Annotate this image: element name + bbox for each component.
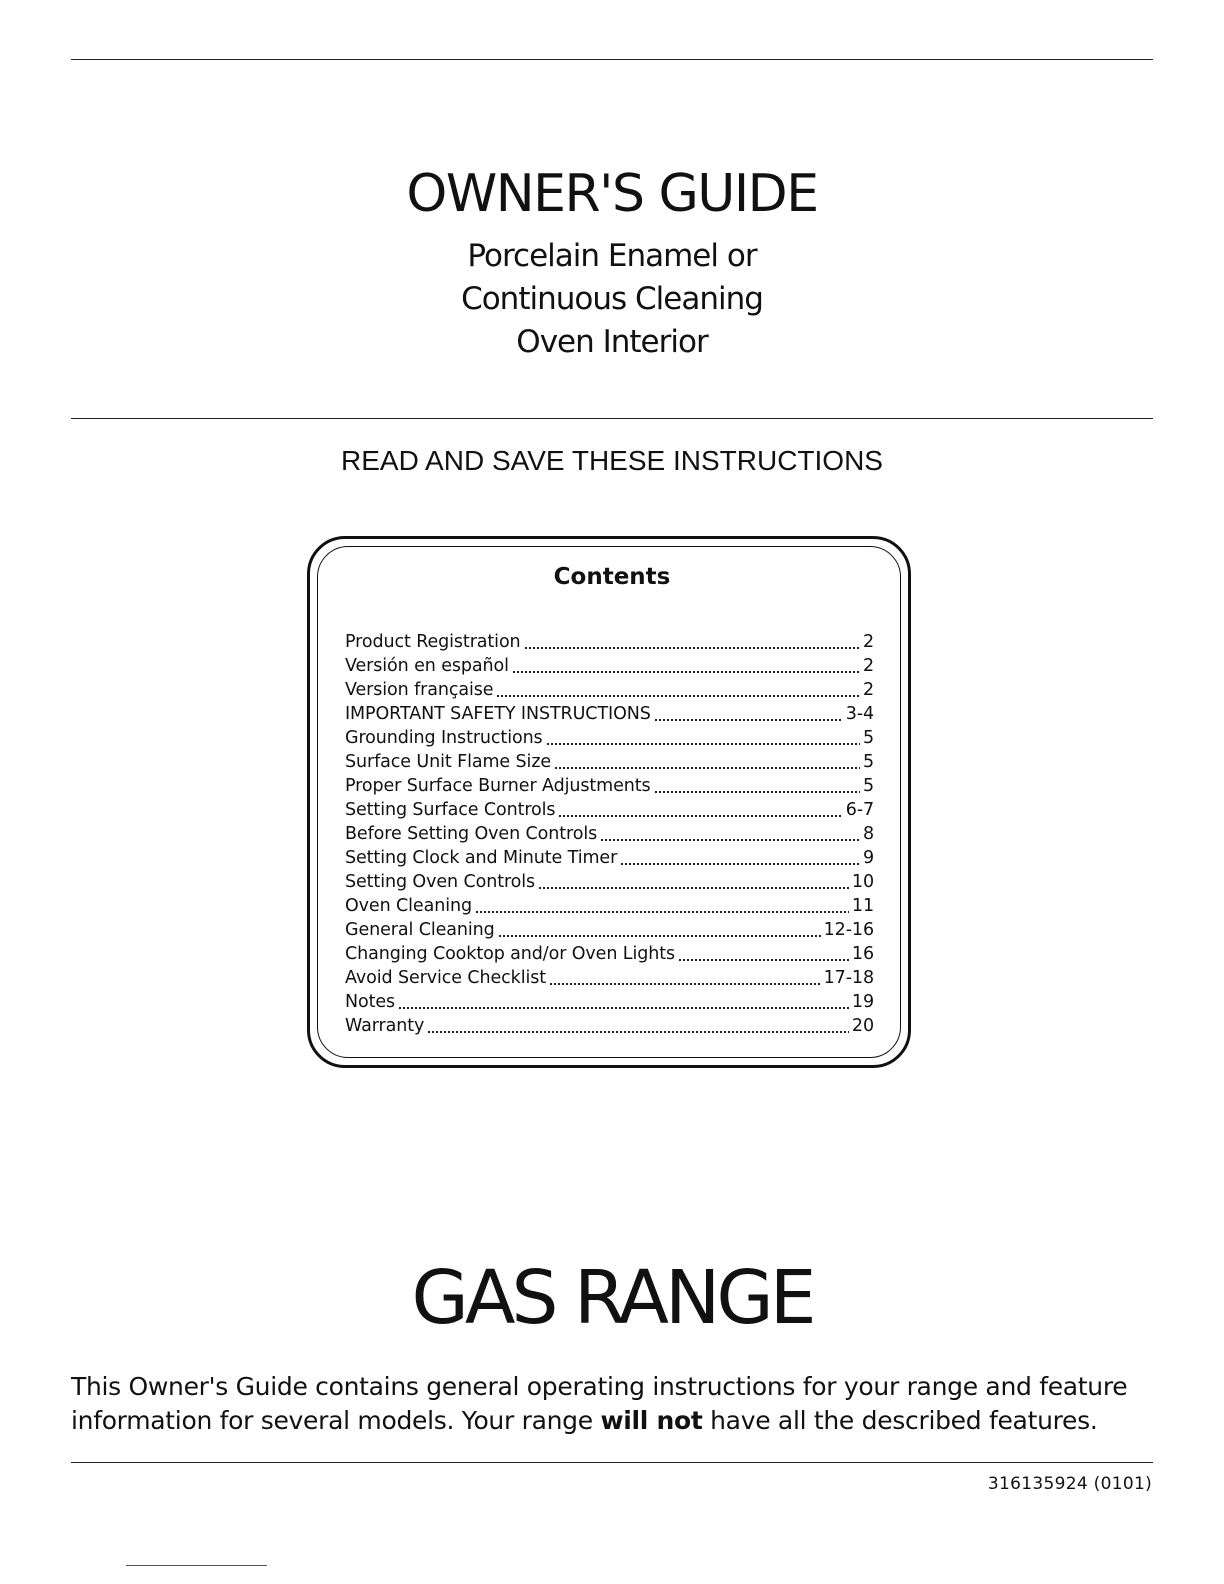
toc-entry-page: 20	[851, 1016, 874, 1036]
toc-entry-title: Product Registration	[345, 632, 521, 652]
description-text-start: This Owner's Guide contains general operating instructions for your range and feature information for several models. Your range	[71, 1372, 1128, 1435]
toc-entry-title: Versión en español	[345, 656, 509, 676]
toc-entry-page: 16	[851, 944, 874, 964]
toc-entry	[345, 846, 874, 870]
toc-dot-leader	[554, 766, 860, 770]
toc-dot-leader	[678, 958, 849, 962]
toc-entry-title: Notes	[345, 992, 396, 1012]
toc-dot-leader	[654, 790, 860, 794]
toc-entry-title: Surface Unit Flame Size	[345, 752, 552, 772]
toc-dot-leader	[538, 886, 849, 890]
toc-entry-page: 5	[862, 728, 874, 748]
toc-entry-title: Before Setting Oven Controls	[345, 824, 598, 844]
toc-entry	[345, 798, 874, 822]
toc-entry	[345, 630, 874, 654]
toc-entry	[345, 870, 874, 894]
toc-entry	[345, 726, 874, 750]
toc-entry-page: 19	[851, 992, 874, 1012]
toc-dot-leader	[496, 694, 859, 698]
part-number: 316135924 (0101)	[987, 1474, 1152, 1494]
toc-entry	[345, 654, 874, 678]
toc-entry-title: Setting Clock and Minute Timer	[345, 848, 618, 868]
contents-heading: Contents	[553, 564, 671, 590]
subtitle-line-1: Porcelain Enamel or	[467, 238, 757, 274]
toc-entry-page: 6-7	[845, 800, 874, 820]
footer-link-underline	[126, 1565, 267, 1566]
product-title: GAS RANGE	[411, 1255, 813, 1341]
toc-entry-page: 10	[851, 872, 874, 892]
toc-dot-leader	[427, 1030, 849, 1034]
toc-entry-title: Avoid Service Checklist	[345, 968, 547, 988]
bottom-divider	[71, 1462, 1153, 1463]
toc-entry-page: 17-18	[823, 968, 874, 988]
toc-dot-leader	[398, 1006, 849, 1010]
toc-entry-title: General Cleaning	[345, 920, 495, 940]
toc-entry-page: 11	[851, 896, 874, 916]
toc-entry-title: Warranty	[345, 1016, 425, 1036]
toc-entry-title: Oven Cleaning	[345, 896, 472, 916]
toc-dot-leader	[498, 934, 821, 938]
description-text-end: have all the described features.	[702, 1406, 1098, 1435]
toc-entry-page: 2	[862, 632, 874, 652]
toc-entry	[345, 942, 874, 966]
toc-entry	[345, 750, 874, 774]
description-emphasis: will not	[600, 1406, 703, 1435]
toc-entry-page: 8	[862, 824, 874, 844]
instructions-heading: READ AND SAVE THESE INSTRUCTIONS	[341, 445, 883, 476]
toc-entry-title: Setting Surface Controls	[345, 800, 556, 820]
toc-dot-leader	[558, 814, 842, 818]
toc-entry	[345, 918, 874, 942]
toc-entry	[345, 702, 874, 726]
toc-entry-page: 5	[862, 776, 874, 796]
toc-entry	[345, 990, 874, 1014]
toc-entry-page: 5	[862, 752, 874, 772]
toc-dot-leader	[512, 670, 860, 674]
toc-dot-leader	[524, 646, 860, 650]
toc-entry-page: 3-4	[845, 704, 874, 724]
toc-dot-leader	[549, 982, 821, 986]
toc-entry	[345, 966, 874, 990]
description-paragraph	[71, 1370, 1161, 1438]
table-of-contents	[345, 630, 874, 1038]
top-divider	[71, 59, 1153, 60]
toc-entry	[345, 774, 874, 798]
toc-entry-title: Version française	[345, 680, 494, 700]
toc-entry	[345, 822, 874, 846]
toc-dot-leader	[620, 862, 860, 866]
subtitle-line-3: Oven Interior	[516, 324, 708, 360]
toc-dot-leader	[475, 910, 849, 914]
toc-entry-page: 12-16	[823, 920, 874, 940]
toc-dot-leader	[600, 838, 860, 842]
toc-entry	[345, 1014, 874, 1038]
toc-entry-title: Proper Surface Burner Adjustments	[345, 776, 651, 796]
toc-entry-page: 9	[862, 848, 874, 868]
toc-entry	[345, 894, 874, 918]
toc-entry-title: Changing Cooktop and/or Oven Lights	[345, 944, 675, 964]
toc-entry-title: Setting Oven Controls	[345, 872, 536, 892]
middle-divider	[71, 418, 1153, 419]
toc-entry-page: 2	[862, 656, 874, 676]
guide-title: OWNER'S GUIDE	[406, 164, 818, 224]
toc-entry-page: 2	[862, 680, 874, 700]
toc-entry-title: IMPORTANT SAFETY INSTRUCTIONS	[345, 704, 651, 724]
toc-entry-title: Grounding Instructions	[345, 728, 543, 748]
toc-dot-leader	[546, 742, 860, 746]
toc-dot-leader	[654, 718, 843, 722]
subtitle-line-2: Continuous Cleaning	[461, 281, 763, 317]
toc-entry	[345, 678, 874, 702]
